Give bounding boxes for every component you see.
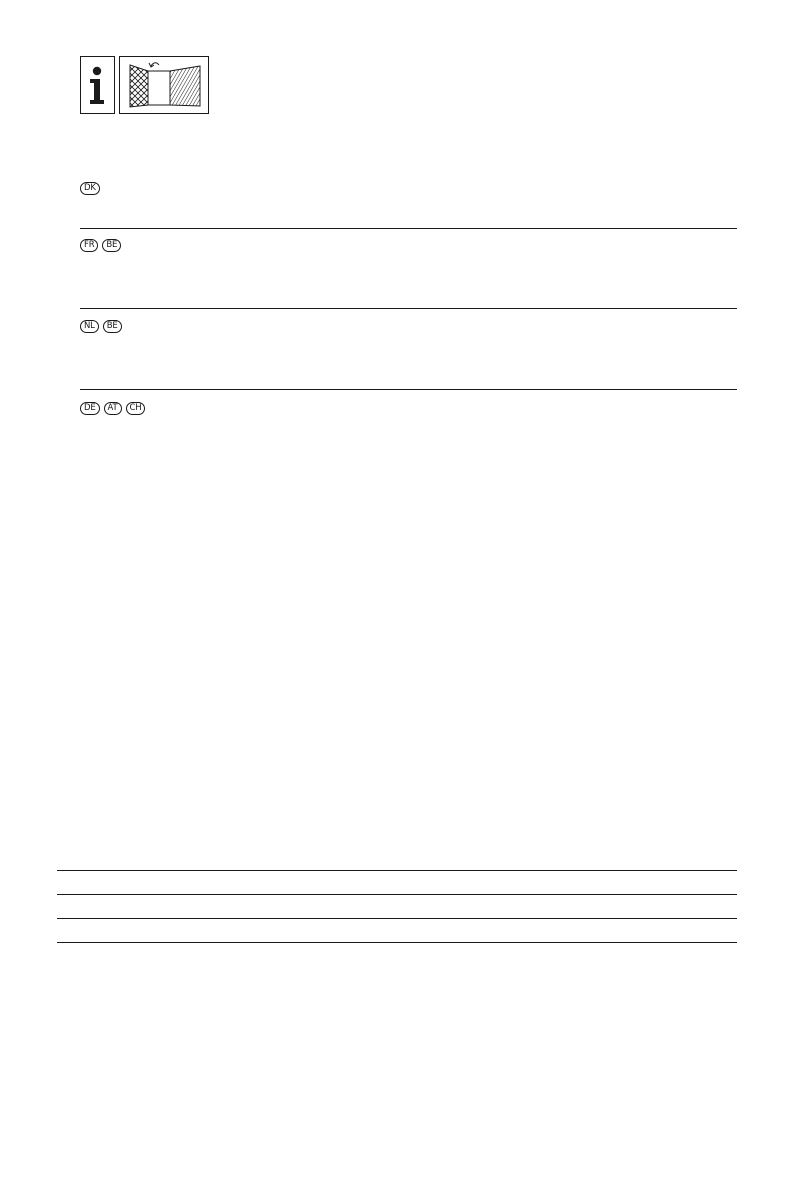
footer-rule xyxy=(57,918,737,919)
country-badge-dk: DK xyxy=(80,182,100,195)
section-divider xyxy=(80,389,737,390)
info-icon-box xyxy=(80,56,115,114)
language-section-fr-be xyxy=(80,239,121,252)
country-badge-de: DE xyxy=(80,402,100,415)
fold-out-icon-box xyxy=(119,56,209,114)
country-badge-nl: NL xyxy=(80,320,99,333)
footer-rule xyxy=(57,942,737,943)
footer-rule xyxy=(57,870,737,871)
country-badge-at: AT xyxy=(104,402,122,415)
section-divider xyxy=(80,308,737,309)
fold-out-page-icon xyxy=(120,57,207,112)
country-badge-fr: FR xyxy=(80,239,98,252)
info-i-icon xyxy=(81,57,113,112)
footer-rule xyxy=(57,894,737,895)
country-badge-be: BE xyxy=(103,320,122,333)
language-section-nl-be xyxy=(80,320,122,333)
language-section-de-at-ch xyxy=(80,402,145,415)
language-section-dk xyxy=(80,182,100,195)
country-badge-be: BE xyxy=(102,239,121,252)
section-divider xyxy=(80,228,737,229)
country-badge-ch: CH xyxy=(126,402,146,415)
